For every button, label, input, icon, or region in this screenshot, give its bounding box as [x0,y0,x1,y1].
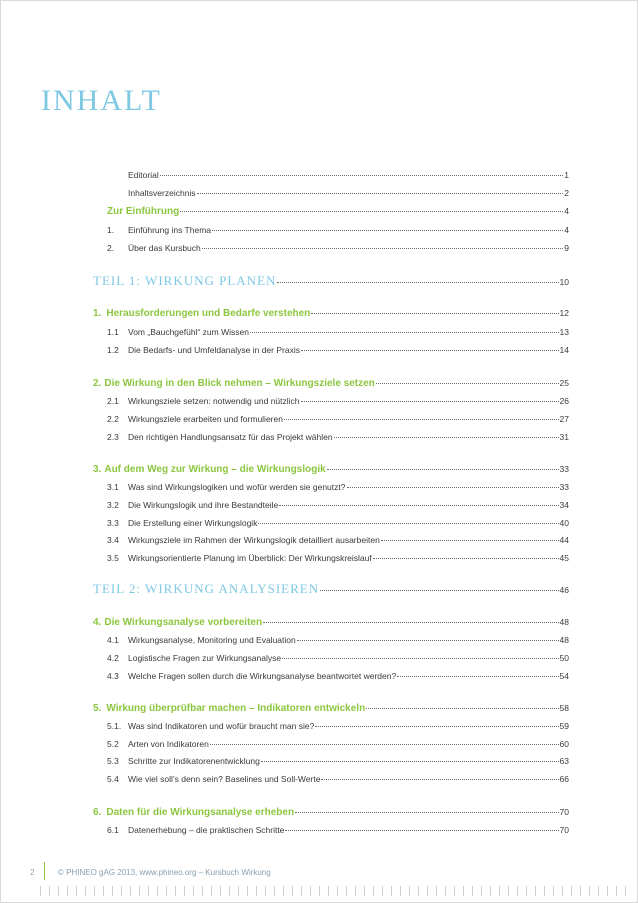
dot-leader [315,726,558,727]
toc-title: Wirkungsanalyse, Monitoring und Evaluation [128,635,296,645]
toc-title: Den richtigen Handlungsansatz für das Projekt wählen [128,432,333,442]
toc-page: 14 [559,345,569,355]
toc-number: 5.3 [107,756,119,766]
toc-entry-2-1[interactable] [107,396,569,406]
toc-entry-chapter-6[interactable] [93,807,569,818]
toc-title: Schritte zur Indikatorenentwicklung [128,756,260,766]
dot-leader [373,558,559,559]
toc-page: 33 [559,464,569,474]
toc-page: 58 [559,703,569,713]
toc-title: Wirkungsziele erarbeiten und formulieren [128,414,283,424]
toc-entry-chapter-2[interactable] [93,378,569,389]
toc-number: 5.1. [107,721,122,731]
dot-leader [197,193,564,194]
toc-title: TEIL 2: WIRKUNG ANALYSIEREN [93,581,320,596]
toc-entry-6-1[interactable] [107,825,569,835]
toc-number: 6.1 [107,825,119,835]
dot-leader [258,523,558,524]
toc-page: 45 [559,553,569,563]
toc-entry-inhaltsverzeichnis[interactable] [107,188,569,198]
toc-title: Datenerhebung – die praktischen Schritte [128,825,285,835]
dot-leader [366,708,558,709]
toc-page: 48 [559,617,569,627]
toc-entry-chapter-4[interactable] [93,617,569,628]
toc-title: Wirkungsorientierte Planung im Überblick: Der Wirkungskreislauf [128,553,372,563]
toc-entry-5-2[interactable] [107,739,569,749]
dot-leader [212,230,563,231]
toc-number: 4.3 [107,671,119,681]
toc-number: 3. [93,464,102,475]
toc-number: 2.1 [107,396,119,406]
toc-entry-2-3[interactable] [107,432,569,442]
toc-entry-4-2[interactable] [107,653,569,663]
toc-number: 4.1 [107,635,119,645]
toc-title: Zur Einführung [107,206,180,217]
toc-entry-4-3[interactable] [107,671,569,681]
toc-page: 1 [564,170,569,180]
toc-entry-chapter-5[interactable] [93,703,569,714]
toc-page: 4 [564,225,569,235]
toc-entry-4-1[interactable] [107,635,569,645]
dot-leader [334,437,559,438]
dot-leader [263,622,558,623]
toc-page: 63 [559,756,569,766]
dot-leader [321,779,558,780]
toc-page: 50 [559,653,569,663]
toc-number: 5.4 [107,774,119,784]
toc-entry-chapter-3[interactable] [93,464,569,475]
toc-title: Logistische Fragen zur Wirkungsanalyse [128,653,282,663]
toc-entry-1[interactable] [107,225,569,235]
dot-leader [210,744,559,745]
toc-title: Auf dem Weg zur Wirkung – die Wirkungslogik [104,464,326,475]
toc-page: 2 [564,188,569,198]
toc-page: 70 [559,807,569,817]
toc-number: 5.2 [107,739,119,749]
toc-title: Wie viel soll’s denn sein? Baselines und Soll-Werte [128,774,321,784]
toc-number: 2. [107,243,115,253]
dot-leader [250,332,559,333]
dot-leader [311,313,558,314]
dot-leader [297,640,559,641]
toc-entry-teil-1[interactable] [93,273,569,289]
toc-page: 10 [559,277,569,287]
toc-page: 4 [564,206,569,216]
toc-title: Wirkung überprüfbar machen – Indikatoren entwickeln [106,703,366,714]
footer-copyright: © PHINEO gAG 2013, www.phineo.org – Kursbuch Wirkung [58,868,271,877]
toc-title: Die Wirkungsanalyse vorbereiten [104,617,263,628]
toc-page: 9 [564,243,569,253]
toc-number: 4. [93,617,102,628]
toc-title: Die Erstellung einer Wirkungslogik [128,518,258,528]
toc-number: 3.3 [107,518,119,528]
toc-page: 54 [559,671,569,681]
toc-number: 1. [107,225,115,235]
toc-page: 33 [559,482,569,492]
toc-page: 60 [559,739,569,749]
dot-leader [397,676,558,677]
toc-number: 2. [93,378,102,389]
dot-leader [301,350,559,351]
toc-page: 12 [559,308,569,318]
toc-number: 3.1 [107,482,119,492]
toc-number: 3.4 [107,535,119,545]
toc-title: Die Wirkungslogik und ihre Bestandteile [128,500,279,510]
toc-entry-2-2[interactable] [107,414,569,424]
dot-leader [279,505,558,506]
toc-entry-1-1[interactable] [107,327,569,337]
toc-title: Über das Kursbuch [128,243,201,253]
dot-leader [327,469,559,470]
toc-title: Die Wirkung in den Blick nehmen – Wirkungsziele setzen [104,378,375,389]
toc-number: 5. [93,703,102,714]
toc-title: Inhaltsverzeichnis [128,188,196,198]
toc-number: 3.5 [107,553,119,563]
dot-leader [320,590,558,591]
toc-page: 46 [559,585,569,595]
toc-entry-editorial[interactable] [107,170,569,180]
toc-entry-2[interactable] [107,243,569,253]
toc-number: 4.2 [107,653,119,663]
page-title: INHALT [41,84,162,117]
dot-leader [282,658,558,659]
toc-title: Welche Fragen sollen durch die Wirkungsanalyse beantwortet werden? [128,671,397,681]
toc-title: Daten für die Wirkungsanalyse erheben [106,807,295,818]
toc-page: 40 [559,518,569,528]
toc-entry-5-4[interactable] [107,774,569,784]
toc-title: TEIL 1: WIRKUNG PLANEN [93,273,277,288]
toc-title: Editorial [128,170,159,180]
dot-leader [376,383,559,384]
toc-page: 59 [559,721,569,731]
toc-page: 26 [559,396,569,406]
toc-number: 1. [93,308,102,319]
toc-number: 3.2 [107,500,119,510]
toc-number: 2.3 [107,432,119,442]
toc-page: 44 [559,535,569,545]
toc-entry-3-5[interactable] [107,553,569,563]
dot-leader [202,248,564,249]
toc-page: 27 [559,414,569,424]
toc-entry-einfuehrung[interactable] [107,206,569,217]
toc-title: Herausforderungen und Bedarfe verstehen [106,308,311,319]
toc-number: 6. [93,807,102,818]
toc-page: 13 [559,327,569,337]
dot-leader [284,419,559,420]
dot-leader [277,282,558,283]
toc-title: Die Bedarfs- und Umfeldanalyse in der Praxis [128,345,300,355]
toc-page: 25 [559,378,569,388]
toc-entry-3-2[interactable] [107,500,569,510]
toc-entry-5-3[interactable] [107,756,569,766]
toc-title: Was sind Wirkungslogiken und wofür werden sie genutzt? [128,482,346,492]
toc-entry-3-1[interactable] [107,482,569,492]
toc-number: 2.2 [107,414,119,424]
toc-entry-teil-2[interactable] [93,581,569,597]
toc-entry-chapter-1[interactable] [93,308,569,319]
toc-title: Arten von Indikatoren [128,739,209,749]
toc-title: Wirkungsziele setzen: notwendig und nützlich [128,396,300,406]
dot-leader [285,830,558,831]
dot-leader [347,487,559,488]
toc-page: 70 [559,825,569,835]
toc-page: 34 [559,500,569,510]
toc-title: Wirkungsziele im Rahmen der Wirkungslogik detailliert ausarbeiten [128,535,380,545]
toc-title: Einführung ins Thema [128,225,212,235]
toc-number: 1.2 [107,345,119,355]
dot-leader [180,211,563,212]
dot-leader [295,812,558,813]
footer-divider [44,862,45,880]
toc-page: 31 [559,432,569,442]
toc-entry-3-4[interactable] [107,535,569,545]
dot-leader [381,540,559,541]
toc-title: Vom „Bauchgefühl“ zum Wissen [128,327,249,337]
dot-leader [160,175,564,176]
footer-page-number: 2 [30,868,35,877]
toc-page: 66 [559,774,569,784]
toc-entry-5-1[interactable] [107,721,569,731]
dot-leader [301,401,559,402]
toc-number: 1.1 [107,327,119,337]
toc-entry-1-2[interactable] [107,345,569,355]
toc-title: Was sind Indikatoren und wofür braucht man sie? [128,721,315,731]
dot-leader [261,761,559,762]
toc-entry-3-3[interactable] [107,518,569,528]
decorative-ruler [40,886,630,896]
toc-page: 48 [559,635,569,645]
